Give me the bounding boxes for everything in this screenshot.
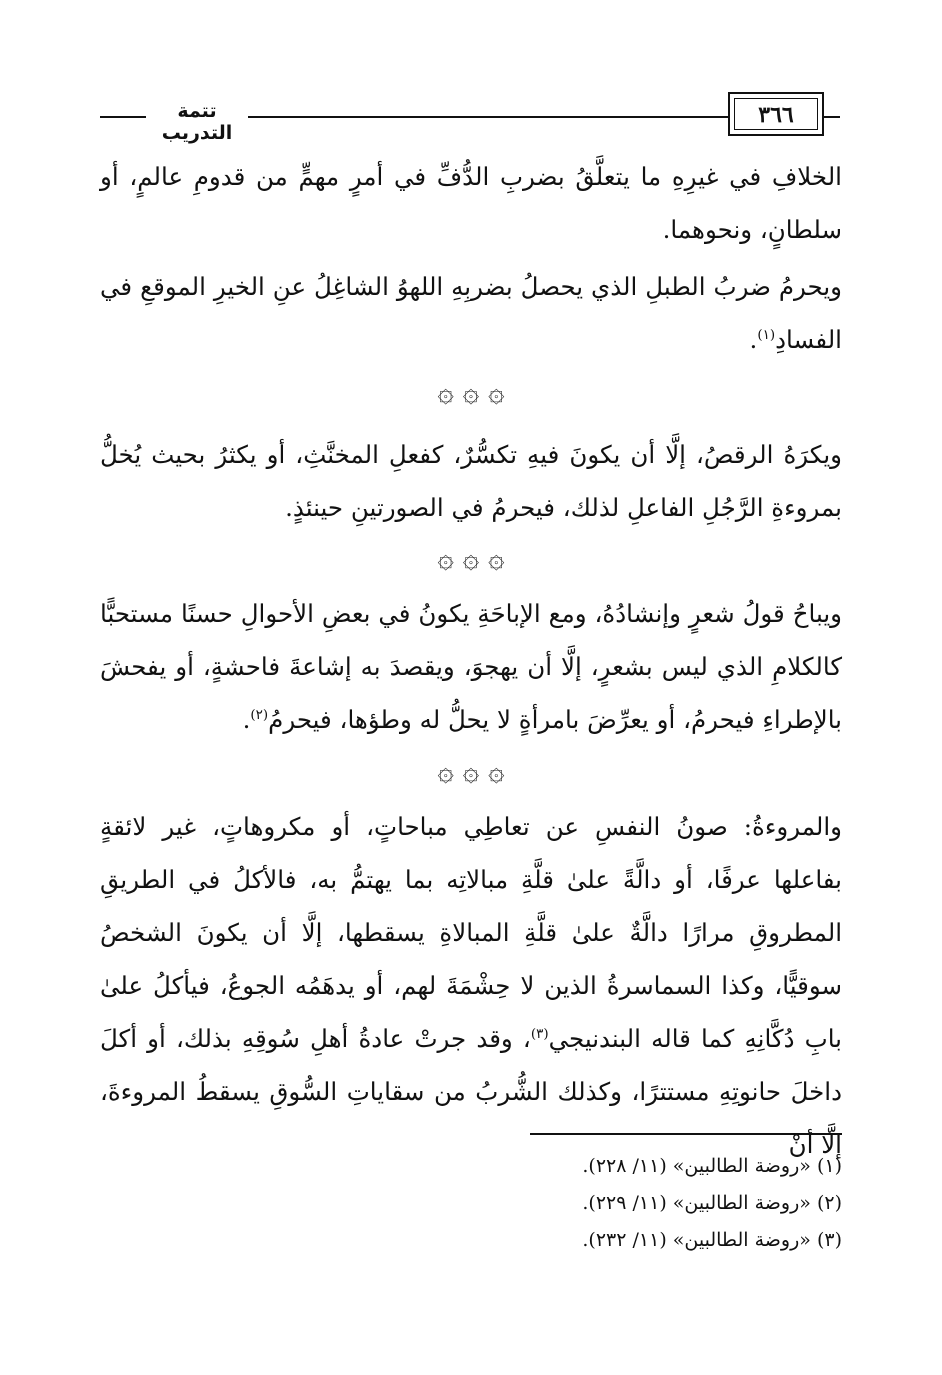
paragraph-4 (100, 587, 842, 746)
paragraph-4-period: . (242, 705, 251, 734)
footnotes (400, 1148, 842, 1259)
header-rule-right (824, 116, 840, 118)
footnote-divider (530, 1133, 842, 1135)
paragraph-5-text-a: والمروءةُ: صونُ النفسِ عن تعاطِي مباحاتٍ، أو مكروهاتٍ، غير لائقةٍ بفاعلها عرفًا، أو دالَّةً علىٰ قلَّةِ مبالاتِه بما يهتمُّ به، فالأكلُ في الطريقِ المطروقِ مرارًا دالَّةٌ علىٰ قلَّةِ المبالاةِ يسقطها، إلَّا أن يكونَ الشخصُ سوقيًّا، وكذا السماسرةُ الذين لا حِشْمَةَ لهم، أو يدهَمُه الجوعُ، فيأكلُ علىٰ بابِ دُكَّانِهِ كما قاله البندنيجي (100, 812, 843, 1053)
section-separator-1: ۞ ۞ ۞ (437, 375, 505, 408)
paragraph-2-period: . (749, 325, 758, 354)
running-title: تتمة التدريب (152, 100, 242, 144)
header-rule-left (100, 116, 146, 118)
paragraph-5-text-b: ، وقد جرتْ عادةُ أهلِ سُوقِهِ بذلك، أو أكلَ داخلَ حانوتِهِ مستترًا، وكذلك الشُّربُ من سقاياتِ السُّوقِ يسقطُ المروءةَ، إلَّا أنْ (100, 1024, 842, 1159)
page-number: ٣٦٦ (734, 98, 818, 130)
running-header (100, 92, 840, 142)
footnote-3: (٣) «روضة الطالبين» (١١/ ٢٣٢). (582, 1229, 842, 1251)
paragraph-5 (100, 800, 842, 1171)
footnote-ref-2[interactable]: (٢) (250, 706, 269, 723)
paragraph-1: الخلافِ في غيرِهِ ما يتعلَّقُ بضربِ الدُّفِّ في أمرٍ مهمٍّ من قدومِ عالمٍ، أو سلطانٍ، ونحوهما. (100, 162, 842, 244)
footnote-1: (١) «روضة الطالبين» (١١/ ٢٢٨). (582, 1155, 842, 1177)
paragraph-2-text: ويحرمُ ضربُ الطبلِ الذي يحصلُ بضربِهِ اللهوُ الشاغِلُ عنِ الخيرِ الموقعِ في الفسادِ (100, 272, 842, 354)
footnote-ref-3[interactable]: (٣) (530, 1025, 549, 1042)
footnote-2: (٢) «روضة الطالبين» (١١/ ٢٢٩). (582, 1192, 842, 1214)
section-separator-2: ۞ ۞ ۞ (437, 541, 505, 574)
paragraph-3: ويكرَهُ الرقصُ، إلَّا أن يكونَ فيهِ تكسُّرٌ، كفعلِ المخنَّثِ، أو يكثرُ بحيث يُخلُّ بمروءةِ الرَّجُلِ الفاعلِ لذلك، فيحرمُ في الصورتينِ حينئذٍ. (100, 440, 842, 522)
page-number-box (728, 92, 824, 136)
section-separator-3: ۞ ۞ ۞ (437, 754, 505, 787)
footnote-ref-1[interactable]: (١) (757, 326, 776, 343)
paragraph-4-text: ويباحُ قولُ شعرٍ وإنشادُهُ، ومع الإباحَةِ يكونُ في بعضِ الأحوالِ حسنًا مستحبًّا كالكلامِ الذي ليس بشعرٍ، إلَّا أن يهجوَ، ويقصدَ به إشاعةَ فاحشةٍ، أو يفحشَ بالإطراءِ فيحرمُ، أو يعرِّضَ بامرأةٍ لا يحلُّ له وطؤها، فيحرمُ (100, 599, 842, 734)
paragraph-2 (100, 260, 842, 366)
